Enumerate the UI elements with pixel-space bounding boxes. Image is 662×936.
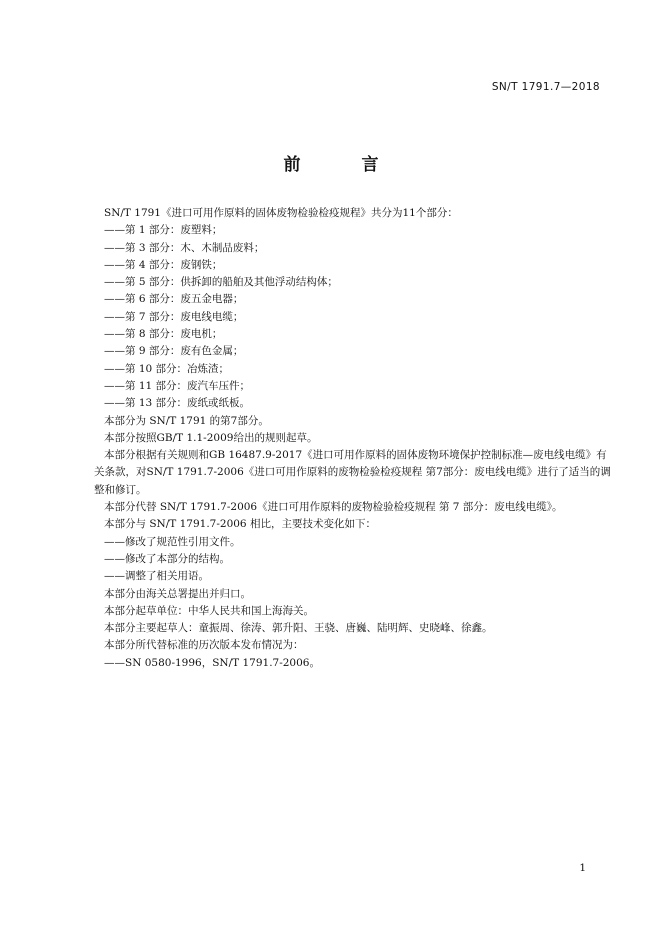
list-item-part-8: ——第 8 部分：废电机； [104, 328, 223, 341]
list-item-part-6: ——第 6 部分：废五金电器； [104, 293, 244, 306]
paragraph-drafting-unit: 本部分起草单位：中华人民共和国上海海关。 [104, 604, 314, 617]
change-item-structure: ——修改了本部分的结构。 [104, 552, 230, 565]
history-item: ——SN 0580-1996，SN/T 1791.7-2006。 [104, 656, 320, 669]
paragraph-proposer: 本部分由海关总署提出并归口。 [104, 587, 251, 600]
list-item-part-5: ——第 5 部分：供拆卸的船舶及其他浮动结构体； [104, 276, 338, 289]
page-number: 1 [579, 862, 586, 874]
paragraph-revision-basis: 本部分根据有关规则和GB 16487.9-2017《进口可用作原料的固体废物环境保护控制标准—废电线电缆》有关条款，对SN/T 1791.7-2006《进口可用作原料的废物检验检疫规程 第7部分：废电线电缆》进行了适当的调整和修订。 [94, 449, 611, 496]
list-item-part-13: ——第 13 部分：废纸或纸板。 [104, 397, 251, 410]
paragraph-intro: SN/T 1791《进口可用作原料的固体废物检验检疫规程》共分为11个部分： [104, 207, 458, 219]
list-item-part-10: ——第 10 部分：冶炼渣； [104, 362, 230, 375]
paragraph-drafting-rules: 本部分按照GB/T 1.1-2009给出的规则起草。 [104, 431, 318, 444]
change-item-references: ——修改了规范性引用文件。 [104, 535, 241, 548]
list-item-part-11: ——第 11 部分：废汽车压件； [104, 379, 251, 392]
paragraph-drafters: 本部分主要起草人：童振周、徐涛、郭升阳、王骁、唐巍、陆明辉、史晓峰、徐鑫。 [104, 622, 493, 635]
standard-code: SN/T 1791.7—2018 [491, 81, 600, 93]
paragraph-replaces: 本部分代替 SN/T 1791.7-2006《进口可用作原料的废物检验检疫规程 第 7 部分：废电线电缆》。 [104, 501, 563, 514]
list-item-part-7: ——第 7 部分：废电线电缆； [104, 310, 244, 323]
paragraph-this-part: 本部分为 SN/T 1791 的第7部分。 [104, 414, 269, 427]
list-item-part-4: ——第 4 部分：废钢铁； [104, 258, 223, 271]
page-title: 前 言 [283, 155, 401, 175]
change-item-terms: ——调整了相关用语。 [104, 570, 209, 583]
paragraph-history-intro: 本部分所代替标准的历次版本发布情况为： [104, 639, 304, 652]
paragraph-changes-intro: 本部分与 SN/T 1791.7-2006 相比，主要技术变化如下： [104, 518, 376, 531]
list-item-part-1: ——第 1 部分：废塑料； [104, 224, 223, 237]
foreword-body [94, 205, 614, 672]
list-item-part-3: ——第 3 部分：木、木制品废料； [104, 241, 265, 254]
list-item-part-9: ——第 9 部分：废有色金属； [104, 345, 244, 358]
